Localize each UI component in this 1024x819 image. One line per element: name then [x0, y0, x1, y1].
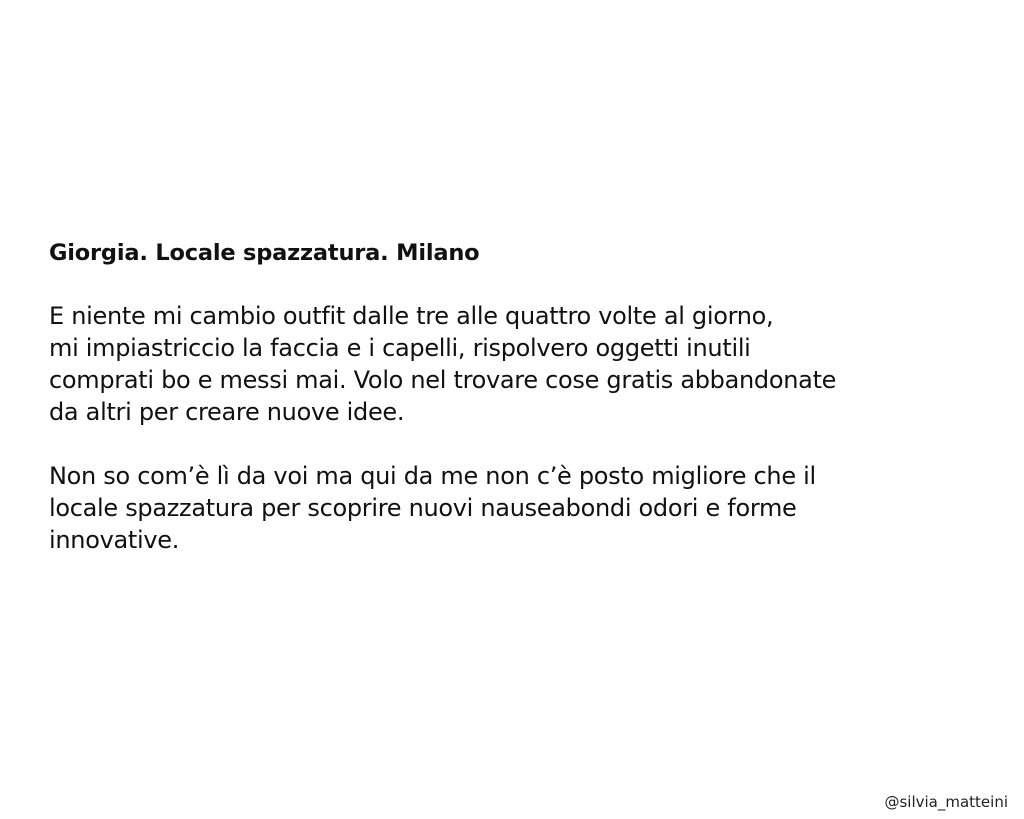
paragraph-line: Non so com’è lì da voi ma qui da me non c’è posto migliore che il — [49, 462, 816, 490]
author-credit: @silvia_matteini — [884, 793, 1008, 811]
paragraph-line: E niente mi cambio outfit dalle tre alle quattro volte al giorno, — [49, 302, 774, 330]
paragraph-line: locale spazzatura per scoprire nuovi nauseabondi odori e forme — [49, 494, 797, 522]
text-block — [49, 238, 979, 556]
page-title: Giorgia. Locale spazzatura. Milano — [49, 240, 480, 266]
paragraph-line: mi impiastriccio la faccia e i capelli, rispolvero oggetti inutili — [49, 334, 751, 362]
paragraph-line: comprati bo e messi mai. Volo nel trovare cose gratis abbandonate — [49, 366, 837, 394]
paragraph-line: da altri per creare nuove idee. — [49, 398, 405, 426]
paragraph-line: innovative. — [49, 526, 180, 554]
paragraph-2 — [49, 460, 979, 556]
paragraph-1 — [49, 300, 979, 428]
